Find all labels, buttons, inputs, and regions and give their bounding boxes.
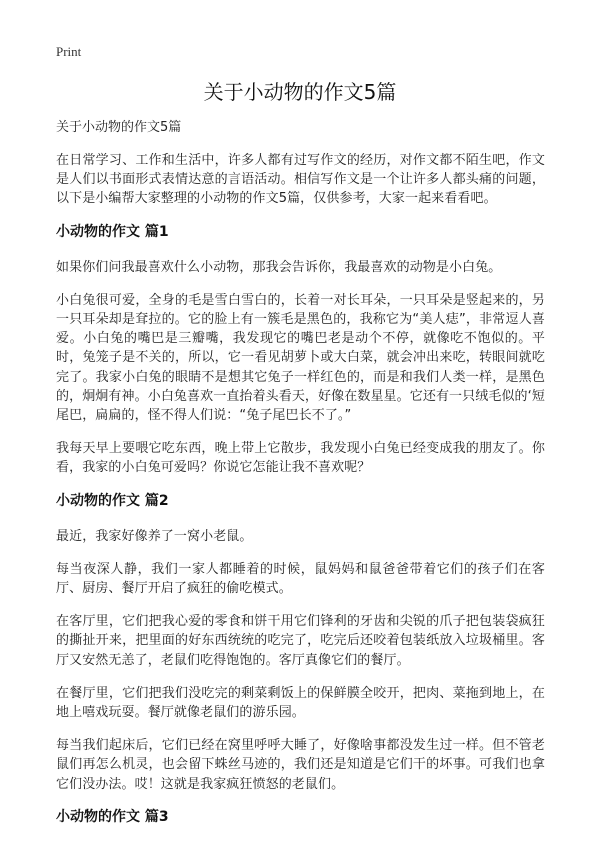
section-2-paragraph: 每当我们起床后，它们已经在窝里呼呼大睡了，好像啥事都没发生过一样。但不管老鼠们再怎么机灵，也会留下蛛丝马迹的，我们还是知道是它们干的坏事。可我们也拿它们没办法。哎！这就是我家疯狂愤怒的老鼠们。 <box>56 738 545 792</box>
section-2-paragraph: 在餐厅里，它们把我们没吃完的剩菜剩饭上的保鲜膜全咬开，把肉、菜拖到地上，在地上嘻戏玩耍。餐厅就像老鼠们的游乐园。 <box>56 685 545 721</box>
section-heading-3: 小动物的作文 篇3 <box>56 808 169 825</box>
section-2-paragraph: 每当夜深人静，我们一家人都睡着的时候，鼠妈妈和鼠爸爸带着它们的孩子们在客厅、厨房、餐厅开启了疯狂的偷吃模式。 <box>56 561 545 597</box>
document-body <box>56 118 545 843</box>
section-2-paragraph: 在客厅里，它们把我心爱的零食和饼干用它们锋利的牙齿和尖锐的爪子把包装袋疯狂的撕扯开来，把里面的好东西统统的吃完了，吃完后还咬着包装纸放入垃圾桶里。客厅又安然无恙了，老鼠们吃得饱饱的。客厅真像它们的餐厅。 <box>56 614 545 668</box>
section-1-paragraph: 小白兔很可爱，全身的毛是雪白雪白的，长着一对长耳朵，一只耳朵是竖起来的，另一只耳朵却是耷拉的。它的脸上有一簇毛是黑色的，我称它为“美人痣”，非常逗人喜爱。小白兔的嘴巴是三瓣嘴，我发现它的嘴巴老是动个不停，就像吃不饱似的。平时，兔笼子是不关的，所以，它一看见胡萝卜或大白菜，就会冲出来吃，转眼间就吃完了。我家小白兔的眼睛不是想其它兔子一样红色的，而是和我们人类一样，是黑色的，炯炯有神。小白兔喜欢一直抬着头看天，好像在数星星。它还有一只绒毛似的‘短尾巴，扁扁的，怪不得人们说：“兔子尾巴长不了。” <box>56 292 545 424</box>
section-heading-2: 小动物的作文 篇2 <box>56 492 169 509</box>
print-link[interactable]: Print <box>56 44 82 59</box>
section-1-paragraph: 我每天早上要喂它吃东西，晚上带上它散步，我发现小白兔已经变成我的朋友了。你看，我家的小白兔可爱吗？你说它怎能让我不喜欢呢？ <box>56 441 545 476</box>
intro-paragraph: 在日常学习、工作和生活中，许多人都有过写作文的经历，对作文都不陌生吧，作文是人们以书面形式表情达意的言语活动。相信写作文是一个让许多人都头痛的问题，以下是小编帮大家整理的小动物的作文5篇，仅供参考，大家一起来看看吧。 <box>56 153 545 207</box>
section-heading-1: 小动物的作文 篇1 <box>56 223 169 240</box>
document-subtitle: 关于小动物的作文5篇 <box>56 120 182 135</box>
page-title: 关于小动物的作文5篇 <box>203 80 397 104</box>
section-1-paragraph: 如果你们问我最喜欢什么小动物，那我会告诉你，我最喜欢的动物是小白兔。 <box>56 259 502 275</box>
section-2-paragraph: 最近，我家好像养了一窝小老鼠。 <box>56 528 253 544</box>
